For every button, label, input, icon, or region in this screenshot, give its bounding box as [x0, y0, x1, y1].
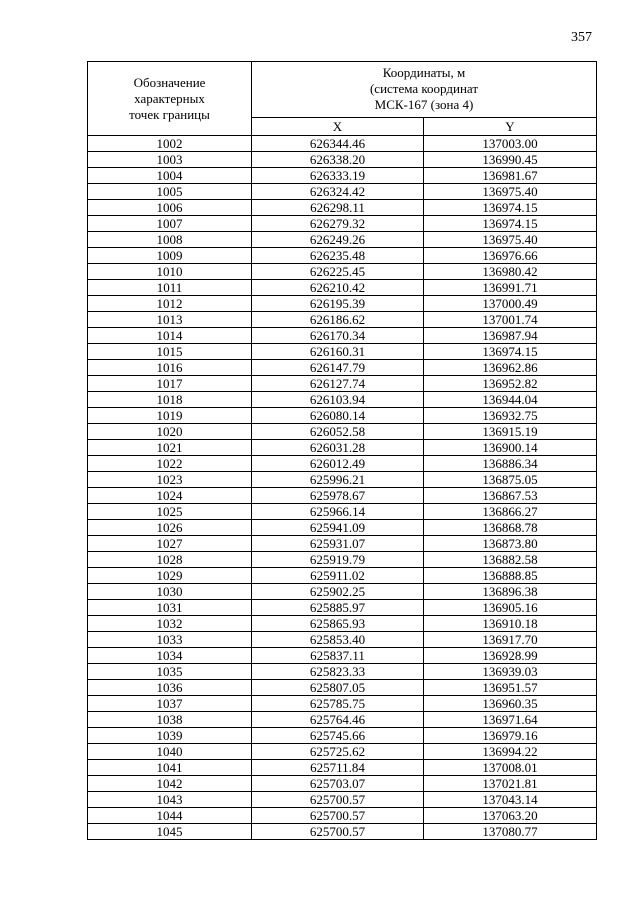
table-row [88, 376, 597, 392]
point-id-cell: 1035 [88, 664, 252, 680]
table-row [88, 488, 597, 504]
table-row [88, 712, 597, 728]
x-coordinate-cell: 626195.39 [252, 296, 424, 312]
point-id-cell: 1040 [88, 744, 252, 760]
point-id-cell: 1014 [88, 328, 252, 344]
table-row [88, 168, 597, 184]
point-header-line: характерных [134, 90, 205, 106]
x-coordinate-cell: 626235.48 [252, 248, 424, 264]
point-id-cell: 1004 [88, 168, 252, 184]
x-coordinate-cell: 625700.57 [252, 792, 424, 808]
table-row [88, 312, 597, 328]
x-coordinate-cell: 626249.26 [252, 232, 424, 248]
x-coordinate-cell: 626127.74 [252, 376, 424, 392]
point-header-line: Обозначение [133, 74, 206, 90]
table-row [88, 440, 597, 456]
x-coordinate-cell: 626031.28 [252, 440, 424, 456]
point-id-cell: 1045 [88, 824, 252, 840]
x-coordinate-cell: 626103.94 [252, 392, 424, 408]
point-id-cell: 1002 [88, 136, 252, 152]
table-row [88, 744, 597, 760]
coordinates-table [87, 61, 597, 840]
y-coordinate-cell: 136868.78 [424, 520, 597, 536]
point-id-cell: 1044 [88, 808, 252, 824]
table-row [88, 344, 597, 360]
x-coordinate-cell: 626298.11 [252, 200, 424, 216]
x-coordinate-cell: 625978.67 [252, 488, 424, 504]
point-id-cell: 1020 [88, 424, 252, 440]
table-row [88, 392, 597, 408]
y-coordinate-cell: 136886.34 [424, 456, 597, 472]
table-row [88, 296, 597, 312]
y-coordinate-cell: 136974.15 [424, 344, 597, 360]
x-coordinate-cell: 625931.07 [252, 536, 424, 552]
x-coordinate-cell: 626225.45 [252, 264, 424, 280]
point-id-cell: 1011 [88, 280, 252, 296]
y-coordinate-cell: 136980.42 [424, 264, 597, 280]
table-row [88, 808, 597, 824]
y-column-header: Y [424, 117, 597, 135]
x-coordinate-cell: 626012.49 [252, 456, 424, 472]
table-row [88, 584, 597, 600]
x-coordinate-cell: 625837.11 [252, 648, 424, 664]
y-coordinate-cell: 136975.40 [424, 184, 597, 200]
point-id-cell: 1028 [88, 552, 252, 568]
point-id-cell: 1030 [88, 584, 252, 600]
x-coordinate-cell: 625911.02 [252, 568, 424, 584]
x-coordinate-cell: 626333.19 [252, 168, 424, 184]
point-id-cell: 1043 [88, 792, 252, 808]
y-coordinate-cell: 136875.05 [424, 472, 597, 488]
y-coordinate-cell: 136917.70 [424, 632, 597, 648]
x-coordinate-cell: 625865.93 [252, 616, 424, 632]
y-coordinate-cell: 136987.94 [424, 328, 597, 344]
x-coordinate-cell: 625823.33 [252, 664, 424, 680]
table-row [88, 504, 597, 520]
x-coordinate-cell: 626210.42 [252, 280, 424, 296]
x-coordinate-cell: 626324.42 [252, 184, 424, 200]
coords-header-line: Координаты, м [382, 65, 466, 81]
point-id-cell: 1041 [88, 760, 252, 776]
x-coordinate-cell: 626052.58 [252, 424, 424, 440]
y-coordinate-cell: 137021.81 [424, 776, 597, 792]
x-coordinate-cell: 625785.75 [252, 696, 424, 712]
x-coordinate-cell: 625807.05 [252, 680, 424, 696]
point-id-cell: 1013 [88, 312, 252, 328]
point-id-cell: 1029 [88, 568, 252, 584]
x-coordinate-cell: 625700.57 [252, 808, 424, 824]
point-id-cell: 1015 [88, 344, 252, 360]
point-id-cell: 1007 [88, 216, 252, 232]
table-row [88, 232, 597, 248]
y-coordinate-cell: 136979.16 [424, 728, 597, 744]
coordinates-column-header [252, 62, 597, 118]
x-coordinate-cell: 626147.79 [252, 360, 424, 376]
y-coordinate-cell: 136991.71 [424, 280, 597, 296]
point-id-cell: 1006 [88, 200, 252, 216]
y-coordinate-cell: 136932.75 [424, 408, 597, 424]
y-coordinate-cell: 137043.14 [424, 792, 597, 808]
y-coordinate-cell: 136888.85 [424, 568, 597, 584]
table-row [88, 200, 597, 216]
x-coordinate-cell: 625764.46 [252, 712, 424, 728]
table-row [88, 728, 597, 744]
table-row [88, 664, 597, 680]
table-row [88, 632, 597, 648]
table-row [88, 568, 597, 584]
x-coordinate-cell: 625725.62 [252, 744, 424, 760]
x-coordinate-cell: 625919.79 [252, 552, 424, 568]
point-id-cell: 1019 [88, 408, 252, 424]
point-id-cell: 1038 [88, 712, 252, 728]
x-coordinate-cell: 625700.57 [252, 824, 424, 840]
table-row [88, 648, 597, 664]
y-coordinate-cell: 136971.64 [424, 712, 597, 728]
point-id-cell: 1034 [88, 648, 252, 664]
x-coordinate-cell: 626170.34 [252, 328, 424, 344]
y-coordinate-cell: 136944.04 [424, 392, 597, 408]
y-coordinate-cell: 137008.01 [424, 760, 597, 776]
coords-header-line: МСК-167 (зона 4) [374, 97, 474, 113]
y-coordinate-cell: 136974.15 [424, 216, 597, 232]
point-id-cell: 1039 [88, 728, 252, 744]
y-coordinate-cell: 136905.16 [424, 600, 597, 616]
x-coordinate-cell: 626344.46 [252, 136, 424, 152]
x-coordinate-cell: 626080.14 [252, 408, 424, 424]
table-row [88, 472, 597, 488]
point-id-cell: 1022 [88, 456, 252, 472]
y-coordinate-cell: 136928.99 [424, 648, 597, 664]
x-coordinate-cell: 625996.21 [252, 472, 424, 488]
point-id-cell: 1024 [88, 488, 252, 504]
table-header [88, 62, 597, 136]
point-header-line: точек границы [129, 106, 210, 122]
point-id-cell: 1008 [88, 232, 252, 248]
y-coordinate-cell: 136981.67 [424, 168, 597, 184]
table-row [88, 456, 597, 472]
table-row [88, 792, 597, 808]
x-coordinate-cell: 625902.25 [252, 584, 424, 600]
y-coordinate-cell: 137080.77 [424, 824, 597, 840]
y-coordinate-cell: 137001.74 [424, 312, 597, 328]
point-id-cell: 1031 [88, 600, 252, 616]
y-coordinate-cell: 136976.66 [424, 248, 597, 264]
table-row [88, 824, 597, 840]
y-coordinate-cell: 136990.45 [424, 152, 597, 168]
point-id-cell: 1025 [88, 504, 252, 520]
point-id-cell: 1026 [88, 520, 252, 536]
table-row [88, 696, 597, 712]
x-coordinate-cell: 625703.07 [252, 776, 424, 792]
y-coordinate-cell: 136882.58 [424, 552, 597, 568]
table-row [88, 248, 597, 264]
table-row [88, 776, 597, 792]
point-id-cell: 1033 [88, 632, 252, 648]
table-row [88, 616, 597, 632]
point-id-cell: 1003 [88, 152, 252, 168]
x-column-header: X [252, 117, 424, 135]
table-row [88, 408, 597, 424]
table-row [88, 136, 597, 152]
x-coordinate-cell: 626338.20 [252, 152, 424, 168]
y-coordinate-cell: 136994.22 [424, 744, 597, 760]
y-coordinate-cell: 136873.80 [424, 536, 597, 552]
y-coordinate-cell: 136915.19 [424, 424, 597, 440]
y-coordinate-cell: 136975.40 [424, 232, 597, 248]
point-id-cell: 1016 [88, 360, 252, 376]
table-row [88, 360, 597, 376]
y-coordinate-cell: 136900.14 [424, 440, 597, 456]
y-coordinate-cell: 137000.49 [424, 296, 597, 312]
point-id-cell: 1023 [88, 472, 252, 488]
point-id-cell: 1036 [88, 680, 252, 696]
x-coordinate-cell: 626186.62 [252, 312, 424, 328]
y-coordinate-cell: 136974.15 [424, 200, 597, 216]
point-id-cell: 1012 [88, 296, 252, 312]
table-row [88, 280, 597, 296]
x-coordinate-cell: 625966.14 [252, 504, 424, 520]
x-coordinate-cell: 625941.09 [252, 520, 424, 536]
y-coordinate-cell: 137003.00 [424, 136, 597, 152]
table-row [88, 520, 597, 536]
table-row [88, 152, 597, 168]
point-id-cell: 1009 [88, 248, 252, 264]
table-row [88, 424, 597, 440]
y-coordinate-cell: 136952.82 [424, 376, 597, 392]
y-coordinate-cell: 136951.57 [424, 680, 597, 696]
x-coordinate-cell: 625711.84 [252, 760, 424, 776]
table-row [88, 552, 597, 568]
table-body [88, 136, 597, 840]
x-coordinate-cell: 626160.31 [252, 344, 424, 360]
point-id-cell: 1017 [88, 376, 252, 392]
point-id-cell: 1042 [88, 776, 252, 792]
y-coordinate-cell: 136939.03 [424, 664, 597, 680]
point-id-cell: 1027 [88, 536, 252, 552]
x-coordinate-cell: 625885.97 [252, 600, 424, 616]
point-column-header [88, 62, 252, 136]
table-row [88, 328, 597, 344]
point-id-cell: 1032 [88, 616, 252, 632]
y-coordinate-cell: 137063.20 [424, 808, 597, 824]
point-id-cell: 1010 [88, 264, 252, 280]
y-coordinate-cell: 136896.38 [424, 584, 597, 600]
x-coordinate-cell: 626279.32 [252, 216, 424, 232]
table-row [88, 680, 597, 696]
point-id-cell: 1037 [88, 696, 252, 712]
y-coordinate-cell: 136910.18 [424, 616, 597, 632]
table-row [88, 600, 597, 616]
y-coordinate-cell: 136962.86 [424, 360, 597, 376]
table-row [88, 184, 597, 200]
table-row [88, 760, 597, 776]
point-id-cell: 1018 [88, 392, 252, 408]
page-number: 357 [571, 30, 592, 45]
point-id-cell: 1021 [88, 440, 252, 456]
point-id-cell: 1005 [88, 184, 252, 200]
table-row [88, 536, 597, 552]
y-coordinate-cell: 136867.53 [424, 488, 597, 504]
x-coordinate-cell: 625853.40 [252, 632, 424, 648]
y-coordinate-cell: 136866.27 [424, 504, 597, 520]
x-coordinate-cell: 625745.66 [252, 728, 424, 744]
table-row [88, 216, 597, 232]
coords-header-line: (система координат [369, 81, 479, 97]
table-row [88, 264, 597, 280]
y-coordinate-cell: 136960.35 [424, 696, 597, 712]
